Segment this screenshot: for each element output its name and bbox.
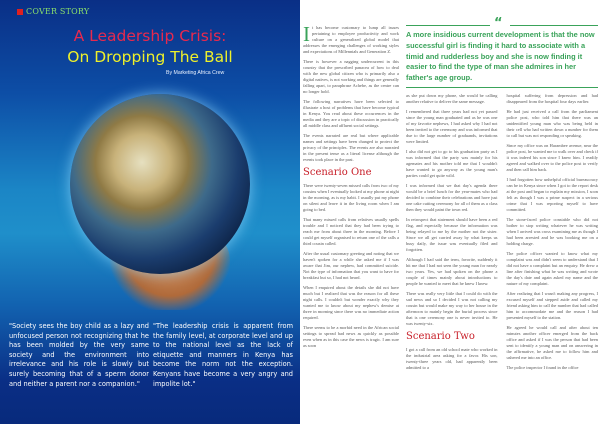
article-column-1	[303, 22, 399, 353]
paragraph: The events narrated are real but where applicable names and settings have been changed to protect the privacy of the principles. The events are also narrated in the present tense as a literal license although the events took place in the past.	[303, 133, 399, 163]
paragraph: There is however a nagging undercurrent in this country that the prescribed panacea of how to deal with the new global citizen who is primarily also a digital natives, is not working and things are generally falling apart, to paraphrase Achebe, as the centre can no longer hold.	[303, 58, 399, 95]
drop-cap: I	[303, 22, 310, 46]
paragraph: The police inspector I found in the office	[506, 364, 579, 370]
paragraph: When I enquired about the details she did not have much but I realized that was the reason for all these night calls. I couldn't but wonder exactly why they wanted me to know about my nephew's demise at three in morning since there was no immediate action required.	[303, 284, 399, 321]
right-columns-area	[406, 18, 598, 375]
scenario-two-heading: Scenario Two	[406, 330, 475, 342]
paragraph: That many missed calls from relatives usually spells trouble and I noticed that they had been trying to reach me from about three in the morning. Before I could get myself organised to return one of the calls a third cousin called.	[303, 216, 399, 247]
article-columns-2-3	[406, 93, 598, 375]
pull-quote-header	[406, 18, 598, 30]
paragraph: The following narratives have been selected to illustrate a host of problems that have become typical in Kenya. You read about these occurrences in the media and they are a topic of discussion in practically all middle class and affluent social settings.	[303, 99, 399, 129]
pull-quote-text: A more insidious current development is that the now successful girl is finding it hard to associate with a timid and rudderless boy and she is now finding it easier to find the type of man she admires in her father's age group.	[406, 30, 595, 83]
pull-quote	[406, 18, 598, 88]
paragraph: I had forgotten how unhelpful official bureaucracy can be in Kenya since when I got to the report desk at the post and began to explain my mission, I soon felt as though I was a prime suspect in a serious crime that I was reporting myself to have committed.	[506, 176, 598, 213]
section-label-text: COVER STORY	[26, 7, 90, 16]
paragraph: There were twenty-seven missed calls from two of my cousins when I eventually looked at my phone at night in the morning, as is my habit. I usually put my phone on silent and leave it in the living room when I am going to bed.	[303, 182, 399, 213]
divider	[406, 25, 490, 26]
paragraph: He agreed he would call and after about ten minutes another officer emerged from the back office and asked if I was the person that had been sent to identify a young man and on answering in the affirmative, he asked me to follow him and ushered me into an office.	[506, 324, 598, 361]
paragraph: In retrospect that statement should have been a red flag, and especially because the information was being relayed to me by the mother not the sister. Since we all get carried away by what keeps us busy daily, the issue was eventually filed and forgotten.	[406, 216, 498, 253]
paragraph: hospital suffering from depression and had disappeared from the hospital four days earlier.	[506, 92, 598, 105]
paragraph: The police officer wanted to know what my complaint was and didn't seem to understand that I did not have a complaint but an enquiry. He drew a line after finishing what he was writing and wrote the day's date and again asked my name and the nature of my complaint.	[506, 250, 598, 287]
title-line-1: A Leadership Crisis:	[73, 27, 227, 45]
divider	[510, 25, 598, 26]
paragraph: I was informed that we that day's agenda there would be a brief lunch for the year-mates who had decided to combine their celebrations and have just one cake cutting ceremony for all of them as a class then they would paint the town red.	[406, 182, 498, 213]
quote-right: "The leadership crisis is apparent from the family level, at corporate level and up to the national level as the lack of etiquette and manners in Kenya has become the norm not the exception. Kenyans have become a very angry and impolite lot."	[153, 322, 293, 388]
quote-left: "Society sees the boy child as a lazy and unfocused person not recognizing that he has been molded by the very same society and the environment into irrelevance and his role is slowly but surely becoming that of a sperm donor and neither a parent nor a companion."	[9, 322, 149, 388]
paragraph: He had just received a call from the parliament police post, who told him that there was an unidentified young man who was being held in their cell who had written down a number for them to call but was not responding or speaking.	[506, 108, 598, 139]
paragraph: I remembered that three years had not yet passed since the young man graduated and as he was one of my favorite nephews, I had asked why I had not been invited to the ceremony and was informed that due to the large number of graduands, invitations were limited.	[406, 108, 498, 145]
paragraph: After realizing that I wasn't making any progress, I excused myself and stepped aside and called my friend asking him to call the number that had called him to accommodate me and the reason I had presented myself to the station.	[506, 290, 598, 321]
article-column-3	[507, 93, 599, 375]
paragraph: Although I had said the term, favorite, suddenly it hit me that I had not seen the young man for nearly two years. Yes, we had spoken on the phone a couple of times mainly about introductions to people he wanted to meet that he knew I knew.	[406, 256, 498, 287]
paragraph: I also did not get to go to his graduation party as I was informed that the party was mainly for his agemates and his mother told me that I wouldn't have wanted to go anyway as the young man's parties could get quite wild.	[406, 148, 498, 179]
paragraph: t has become customary to lump all issues pertaining to employee productivity and work culture on a generalized global model that addresses the emerging challenges of working styles and expectations of Millennials and Generation Z.	[303, 25, 399, 55]
divider	[406, 87, 598, 88]
section-label	[17, 7, 89, 16]
paragraph: I got a call from an old school mate who worked in the industrial area asking for a favor. His son, twenty-three years old, had apparently been admitted to a	[406, 346, 498, 371]
paragraph: After the usual customary greeting and noting that we haven't spoken for a while she asked me if I was aware that Jim, our nephew, had committed suicide. Not the type of information that you want to have for breakfast but so, I had not heard.	[303, 250, 399, 281]
scenario-one-heading: Scenario One	[303, 166, 372, 178]
paragraph: There was really very little that I could do with the sad news and so I decided I was not calling my cousin but would make my way to her house in the afternoon to mainly begin the burial process since that is one ceremony one is never invited to. He was twenty-six.	[406, 290, 498, 327]
title-line-2: On Dropping The Ball	[67, 48, 233, 66]
paragraph: as she put down my phone, she would be calling another relative to deliver the same message.	[406, 92, 498, 105]
paragraph: There seems to be a morbid need in the African social settings to spread bad news as quickly as possible even when as in this case the news is tragic. I am sure as soon	[303, 324, 399, 349]
quote-mark-icon: “	[494, 16, 503, 31]
paragraph: The stone-faced police constable who did not bother to stop writing whatever he was writing when I arrived was cross examining me as though I had been arrested and he was booking me on a holding charge.	[506, 216, 598, 247]
globe-image	[70, 94, 250, 274]
paragraph: Since my office was on Harambee avenue, near the police post, he wanted me to walk over and check if it was indeed his son since I knew him. I readily agreed and walked over to the police post to verify and then call him back.	[506, 142, 598, 173]
article-column-2	[406, 93, 498, 375]
byline: By Marketing Africa Crew	[166, 70, 225, 76]
red-square-icon	[17, 9, 23, 15]
